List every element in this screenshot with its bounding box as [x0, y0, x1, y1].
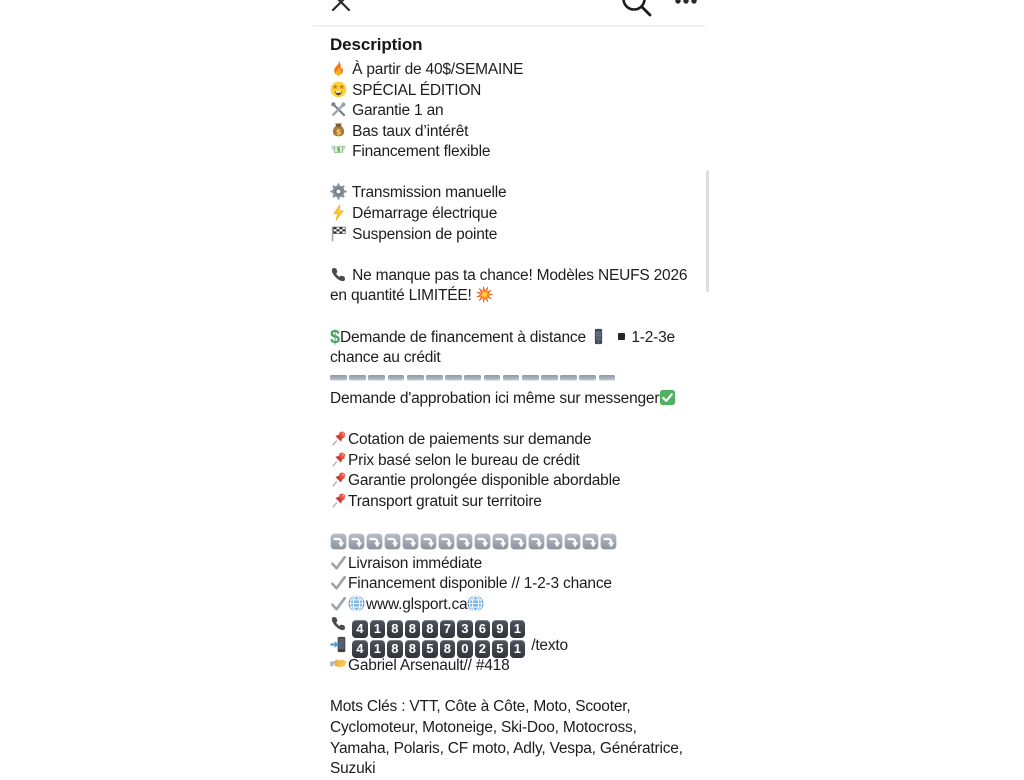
keycap-icon: 4 [352, 616, 370, 633]
description-line: Suspension de pointe [330, 225, 710, 246]
description-line: Yamaha, Polaris, CF moto, Adly, Vespa, Génératrice, [330, 739, 683, 757]
description-line: $Demande de financement à distance 1-2-3e [330, 327, 675, 348]
svg-text:$: $ [336, 147, 341, 154]
description-line: Livraison immédiate [330, 554, 710, 575]
keycap-icon: 8 [387, 637, 405, 654]
top-bar [313, 0, 711, 26]
description-line: Cyclomoteur, Motoneige, Ski-Doo, Motocross, [330, 719, 637, 736]
minus-icon [330, 369, 349, 386]
check-icon [330, 574, 347, 591]
description-line: $ Financement flexible [330, 142, 710, 163]
money-wings-icon [330, 142, 347, 159]
description-line: chance au crédit [330, 348, 441, 366]
minus-icon [368, 369, 387, 386]
arrow-down-icon [528, 533, 545, 550]
description-line [330, 410, 710, 431]
check-icon [330, 595, 347, 612]
keycap-icon: 5 [422, 637, 440, 654]
keycap-icon: 6 [475, 616, 493, 633]
keycap-icon: 7 [440, 616, 458, 633]
arrow-down-icon [366, 533, 383, 550]
description-line: Prix basé selon le bureau de crédit [330, 451, 710, 472]
description-line [330, 245, 710, 266]
arrow-down-icon [330, 533, 347, 550]
description-line [330, 163, 710, 184]
description-line: Gabriel Arsenault// #418 [330, 656, 710, 677]
keycap-icon: 8 [422, 616, 440, 633]
description-line [330, 615, 710, 636]
arrow-down-icon [402, 533, 419, 550]
description-line: Mots Clés : VTT, Côte à Côte, Moto, Scooter, [330, 698, 631, 716]
arrow-down-icon [456, 533, 473, 550]
description-line: Transport gratuit sur territoire [330, 492, 710, 513]
description-text[interactable] [330, 60, 710, 780]
money-bag-icon [330, 122, 347, 139]
keycap-icon: 1 [510, 616, 528, 633]
hammer-wrench-icon [330, 101, 347, 118]
check-box-icon [659, 389, 676, 406]
arrow-down-icon [564, 533, 581, 550]
minus-icon [426, 369, 445, 386]
pushpin-icon [330, 451, 347, 468]
description-line [330, 677, 710, 698]
arrow-down-icon [510, 533, 527, 550]
description-line: Garantie 1 an [330, 101, 710, 122]
minus-icon [407, 369, 426, 386]
description-line: SPÉCIAL ÉDITION [330, 81, 710, 102]
arrow-down-icon [492, 533, 509, 550]
description-line: Suzuki [330, 760, 376, 778]
mobile-phone-icon [590, 328, 607, 345]
minus-icon [579, 369, 598, 386]
arrow-down-icon [600, 533, 617, 550]
globe-icon [467, 595, 484, 612]
description-line [330, 307, 710, 328]
minus-icon [388, 369, 407, 386]
page-title: Description [330, 35, 423, 54]
minus-icon [349, 369, 368, 386]
arrow-down-icon [546, 533, 563, 550]
pushpin-icon [330, 430, 347, 447]
pushpin-icon [330, 471, 347, 488]
minus-icon [541, 369, 560, 386]
keycap-icon: 5 [492, 637, 510, 654]
description-line: À partir de 40$/SEMAINE [330, 60, 710, 81]
keycap-icon: 8 [387, 616, 405, 633]
minus-icon [503, 369, 522, 386]
scrollbar-thumb[interactable] [706, 170, 709, 292]
keycap-icon: 8 [405, 637, 423, 654]
keycap-icon: 1 [370, 637, 388, 654]
small-square-icon [616, 329, 627, 346]
keycap-icon: 8 [440, 637, 458, 654]
description-line: www.glsport.ca [330, 595, 710, 616]
gear-icon [330, 183, 347, 200]
keycap-icon: 9 [492, 616, 510, 633]
description-line: Financement disponible // 1-2-3 chance [330, 574, 710, 595]
keycap-icon: 0 [457, 637, 475, 654]
description-line: Cotation de paiements sur demande [330, 430, 710, 451]
minus-icon [560, 369, 579, 386]
minus-icon [599, 369, 618, 386]
minus-icon [464, 369, 483, 386]
globe-icon [348, 595, 365, 612]
description-line: en quantité LIMITÉE! [330, 286, 710, 307]
star-struck-icon [330, 81, 347, 98]
description-line [330, 512, 710, 533]
collision-icon [476, 286, 493, 303]
topbar-divider [313, 25, 705, 27]
description-line: Garantie prolongée disponible abordable [330, 471, 710, 492]
arrow-down-icon [348, 533, 365, 550]
phone-icon [330, 615, 347, 632]
minus-icon [445, 369, 464, 386]
keycap-icon: 4 [352, 637, 370, 654]
fire-icon [330, 60, 347, 77]
description-line [330, 368, 710, 389]
description-line: 4 1 8 8 5 8 0 2 5 1 /texto [330, 636, 710, 657]
description-line: $ Bas taux d’intérêt [330, 122, 710, 143]
description-line: Ne manque pas ta chance! Modèles NEUFS 2026 [330, 266, 710, 287]
keycap-icon: 1 [370, 616, 388, 633]
minus-icon [484, 369, 503, 386]
minus-icon [522, 369, 541, 386]
description-line: Demande d'approbation ici même sur messenger [330, 389, 710, 410]
description-line: Transmission manuelle [330, 183, 710, 204]
keycap-icon: 1 [510, 637, 528, 654]
phone-icon [330, 266, 347, 283]
checkered-flag-icon [330, 225, 347, 242]
svg-text:$: $ [335, 127, 342, 137]
arrow-down-icon [582, 533, 599, 550]
handshake-icon [330, 656, 347, 673]
arrow-down-icon [420, 533, 437, 550]
description-line [330, 533, 710, 554]
arrow-down-icon [474, 533, 491, 550]
zap-icon [330, 204, 347, 221]
more-icon[interactable] [673, 0, 699, 7]
keycap-icon: 3 [457, 616, 475, 633]
check-icon [330, 554, 347, 571]
mobile-arrow-icon [330, 636, 347, 653]
pushpin-icon [330, 492, 347, 509]
description-line: Démarrage électrique [330, 204, 710, 225]
dollar-icon: $ [330, 327, 341, 348]
arrow-down-icon [384, 533, 401, 550]
close-icon[interactable] [329, 0, 353, 14]
arrow-down-icon [438, 533, 455, 550]
search-icon[interactable] [619, 0, 653, 18]
keycap-icon: 8 [405, 616, 423, 633]
keycap-icon: 2 [475, 637, 493, 654]
